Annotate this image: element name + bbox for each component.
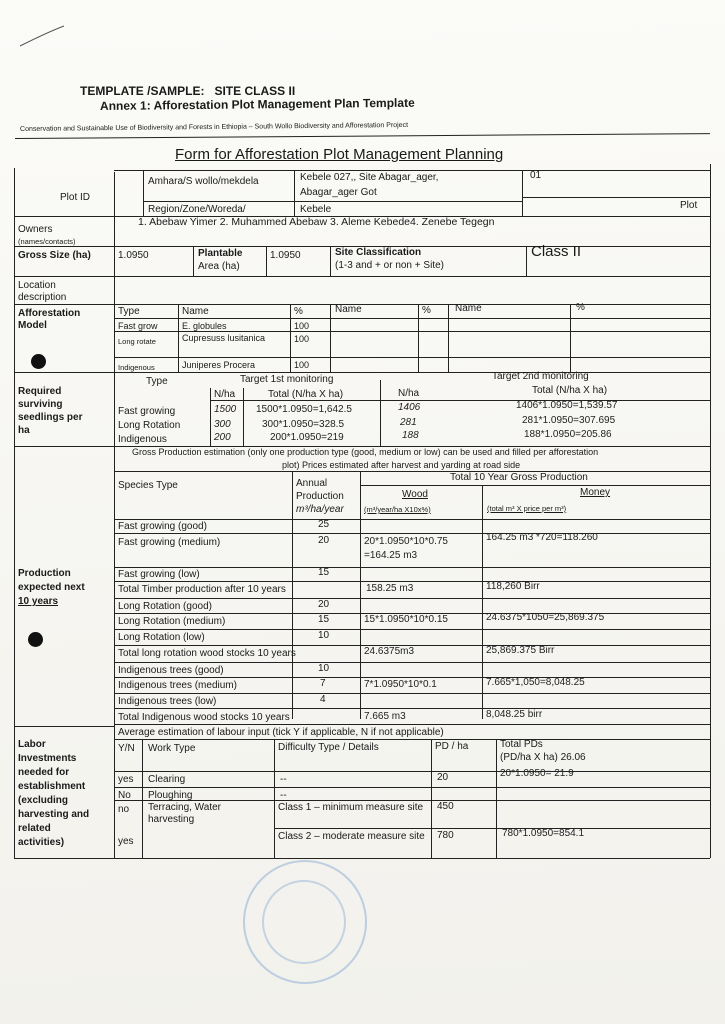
production-species: Indigenous trees (low) (118, 696, 217, 707)
seedling-n1: 300 (214, 419, 231, 430)
owners-sublabel: (names/contacts) (18, 237, 76, 246)
production-annual: 15 (318, 567, 330, 578)
hole-punch (28, 632, 43, 647)
labor-pd: 450 (437, 801, 454, 812)
seedling-t2: 1406*1.0950=1,539.57 (516, 400, 618, 411)
production-money: 25,869.375 Birr (486, 645, 555, 656)
plantable-value: 1.0950 (270, 250, 301, 261)
labor-work: Clearing (148, 774, 186, 785)
official-stamp-inner (262, 880, 346, 964)
seedling-type: Indigenous (118, 434, 167, 445)
kebele-label: Kebele (300, 204, 332, 215)
plot-id-label: Plot ID (60, 192, 91, 203)
location-label-2: description (18, 292, 67, 303)
nha-header-2: N/ha (398, 388, 420, 399)
labor-header-total: Total PDs (500, 739, 543, 750)
seedling-n1: 200 (214, 432, 231, 443)
gross-production-header: Total 10 Year Gross Production (450, 472, 588, 483)
afforestation-label-1: Afforestation (18, 308, 81, 319)
production-wood: 15*1.0950*10*0.15 (364, 614, 448, 625)
production-species: Indigenous trees (medium) (118, 680, 237, 691)
production-species: Fast growing (medium) (118, 537, 221, 548)
model-pct: 100 (294, 334, 310, 344)
production-annual: 15 (318, 614, 330, 625)
plot-number: 01 (530, 170, 542, 181)
model-name: Juniperes Procera (182, 360, 256, 370)
labor-total: 780*1.0950=854.1 (502, 828, 585, 839)
production-annual: 20 (318, 535, 330, 546)
production-species: Indigenous trees (good) (118, 665, 224, 676)
production-annual: 10 (318, 630, 330, 641)
labor-yn: yes (118, 774, 134, 785)
model-header-pct-3: % (576, 302, 585, 313)
total-header-1: Total (N/ha X ha) (268, 389, 344, 400)
production-wood: 20*1.0950*10*0.75 =164.25 m3 (364, 536, 448, 561)
target2-header: Target 2nd monitoring (492, 371, 589, 382)
seedling-n2: 188 (402, 430, 419, 441)
model-pct: 100 (294, 360, 310, 370)
production-species: Long Rotation (low) (118, 632, 205, 643)
nha-header-1: N/ha (214, 389, 236, 400)
labor-difficulty: Class 1 – minimum measure site (278, 802, 424, 813)
site-class-value: Class II (531, 243, 582, 260)
model-header-type: Type (118, 306, 140, 317)
kebele-value-1: Kebele 027,, Site Abagar_ager, (300, 172, 439, 183)
labor-label: related (18, 823, 51, 834)
production-annual: 4 (320, 694, 326, 705)
labor-header-yn: Y/N (118, 743, 135, 754)
labor-pd: 20 (437, 772, 449, 783)
production-money: 24.6375*1050=25,869.375 (486, 612, 605, 623)
seedlings-type-header: Type (146, 376, 168, 387)
production-species: Fast growing (good) (118, 521, 207, 532)
model-header-name-1: Name (182, 306, 209, 317)
label-column-divider (114, 172, 115, 858)
annual-header: Production (296, 491, 344, 502)
seedlings-label: surviving (18, 399, 63, 410)
production-money: 164.25 m3 *720=118.260 (486, 532, 598, 543)
labor-yn: yes (118, 836, 134, 847)
model-name: Cupresuss lusitanica (182, 333, 266, 343)
afforestation-label-2: Model (18, 320, 47, 331)
seedling-n2: 281 (400, 417, 417, 428)
production-money: 118,260 Birr (486, 581, 540, 592)
production-label: expected next (18, 582, 85, 593)
production-species: Total Timber production after 10 years (118, 584, 286, 595)
labor-header-difficulty: Difficulty Type / Details (278, 742, 379, 753)
production-wood: 158.25 m3 (366, 583, 414, 594)
seedling-n2: 1406 (398, 402, 421, 413)
labor-label: activities) (18, 837, 65, 848)
form-title: Form for Afforestation Plot Management Planning (175, 146, 504, 163)
production-wood: 24.6375m3 (364, 646, 415, 657)
production-intro-2: plot) Prices estimated after harvest and yarding at road side (282, 460, 521, 470)
seedling-t1: 1500*1.0950=1,642.5 (256, 404, 352, 415)
labor-difficulty: -- (280, 790, 287, 801)
model-header-pct-2: % (422, 305, 431, 316)
wood-header: Wood (402, 489, 428, 500)
production-annual: 20 (318, 599, 330, 610)
template-title: TEMPLATE /SAMPLE: SITE CLASS II (80, 84, 296, 98)
labor-label: Investments (18, 753, 77, 764)
total-header-2: Total (N/ha X ha) (532, 385, 608, 396)
location-value: Amhara/S wollo/mekdela (148, 176, 259, 187)
seedling-n1: 1500 (214, 404, 237, 415)
seedling-t1: 300*1.0950=328.5 (262, 419, 345, 430)
production-intro-1: Gross Production estimation (only one production type (good, medium or low) can be used and filled per afforestation (132, 447, 599, 457)
seedling-t2: 281*1.0950=307.695 (522, 415, 616, 426)
labor-header-work: Work Type (148, 743, 196, 754)
labor-yn: no (118, 804, 130, 815)
annual-header: m³/ha/year (296, 504, 344, 515)
model-type: Indigenous (118, 363, 155, 372)
plot-label: Plot (680, 200, 698, 211)
labor-label: harvesting and (18, 809, 90, 820)
model-type: Fast grow (118, 321, 158, 331)
labor-label: needed for (18, 767, 70, 778)
owners-label: Owners (18, 224, 53, 235)
seedlings-label: seedlings per (18, 412, 83, 423)
seedling-t1: 200*1.0950=219 (270, 432, 344, 443)
seedling-type: Fast growing (118, 406, 176, 417)
gross-size-label: Gross Size (ha) (18, 250, 91, 261)
labor-intro: Average estimation of labour input (tick Y if applicable, N if not applicable) (118, 727, 444, 738)
production-species: Total long rotation wood stocks 10 years (118, 648, 296, 659)
production-species: Fast growing (low) (118, 569, 200, 580)
production-annual: 25 (318, 519, 330, 530)
annual-header: Annual (296, 478, 328, 489)
labor-yn: No (118, 790, 131, 801)
labor-label: (excluding (18, 795, 69, 806)
model-pct: 100 (294, 321, 310, 331)
production-species: Long Rotation (medium) (118, 616, 226, 627)
production-wood: 7*1.0950*10*0.1 (364, 679, 437, 690)
labor-label: establishment (18, 781, 86, 792)
target1-header: Target 1st monitoring (240, 374, 334, 385)
production-annual: 7 (320, 678, 326, 689)
model-type: Long rotate (118, 337, 156, 346)
gross-size-value: 1.0950 (118, 250, 149, 261)
location-label-1: Location (18, 280, 56, 291)
site-class-label-1: Site Classification (335, 247, 422, 258)
labor-work: Terracing, Water harvesting (148, 802, 221, 825)
labor-work: Ploughing (148, 790, 193, 801)
money-header: Money (580, 487, 611, 498)
site-class-label-2: (1-3 and + or non + Site) (335, 260, 444, 271)
model-header-pct-1: % (294, 306, 303, 317)
production-species: Long Rotation (good) (118, 601, 212, 612)
production-label: 10 years (18, 596, 59, 607)
labor-header-total-sub: (PD/ha X ha) 26.06 (500, 752, 586, 763)
model-header-name-2: Name (335, 304, 362, 315)
wood-subheader: (m³/year/ha X10x%) (364, 505, 431, 514)
production-money: 7.665*1,050=8,048.25 (486, 677, 585, 688)
table-border-left (14, 168, 15, 858)
seedlings-label: ha (18, 425, 30, 436)
labor-label: Labor (18, 739, 46, 750)
kebele-value-2: Abagar_ager Got (300, 187, 377, 198)
model-name: E. globules (182, 321, 227, 331)
labor-difficulty: Class 2 – moderate measure site (278, 831, 425, 842)
hole-punch (31, 354, 46, 369)
pen-mark (18, 22, 68, 52)
production-label: Production (18, 568, 71, 579)
project-name: Conservation and Sustainable Use of Biodiversity and Forests in Ethiopia – South Wollo Biodiversity and Afforestation Project (19, 121, 409, 133)
labor-pd: 780 (437, 830, 454, 841)
plantable-label-2: Area (ha) (198, 261, 240, 272)
labor-header-pd: PD / ha (435, 741, 469, 752)
plantable-label-1: Plantable (198, 248, 243, 259)
labor-total: 20*1.0950= 21.9 (500, 768, 574, 779)
species-header: Species Type (118, 480, 178, 491)
seedlings-label: Required (18, 386, 62, 397)
labor-difficulty: -- (280, 774, 287, 785)
production-money: 8,048.25 birr (486, 709, 543, 720)
production-wood: 7.665 m3 (364, 711, 406, 722)
annex-title: Annex 1: Afforestation Plot Management Plan Template (99, 95, 415, 113)
production-species: Total Indigenous wood stocks 10 years (118, 712, 290, 723)
table-border-right (710, 164, 711, 858)
money-subheader: (total m³ X price per m³) (487, 504, 567, 513)
production-annual: 10 (318, 663, 330, 674)
region-label: Region/Zone/Woreda/ (148, 204, 246, 215)
seedling-t2: 188*1.0950=205.86 (524, 429, 612, 440)
owners-value: 1. Abebaw Yimer 2. Muhammed Abebaw 3. Aleme Kebede4. Zenebe Tegegn (138, 216, 495, 228)
seedling-type: Long Rotation (118, 420, 181, 431)
model-header-name-3: Name (455, 303, 482, 314)
